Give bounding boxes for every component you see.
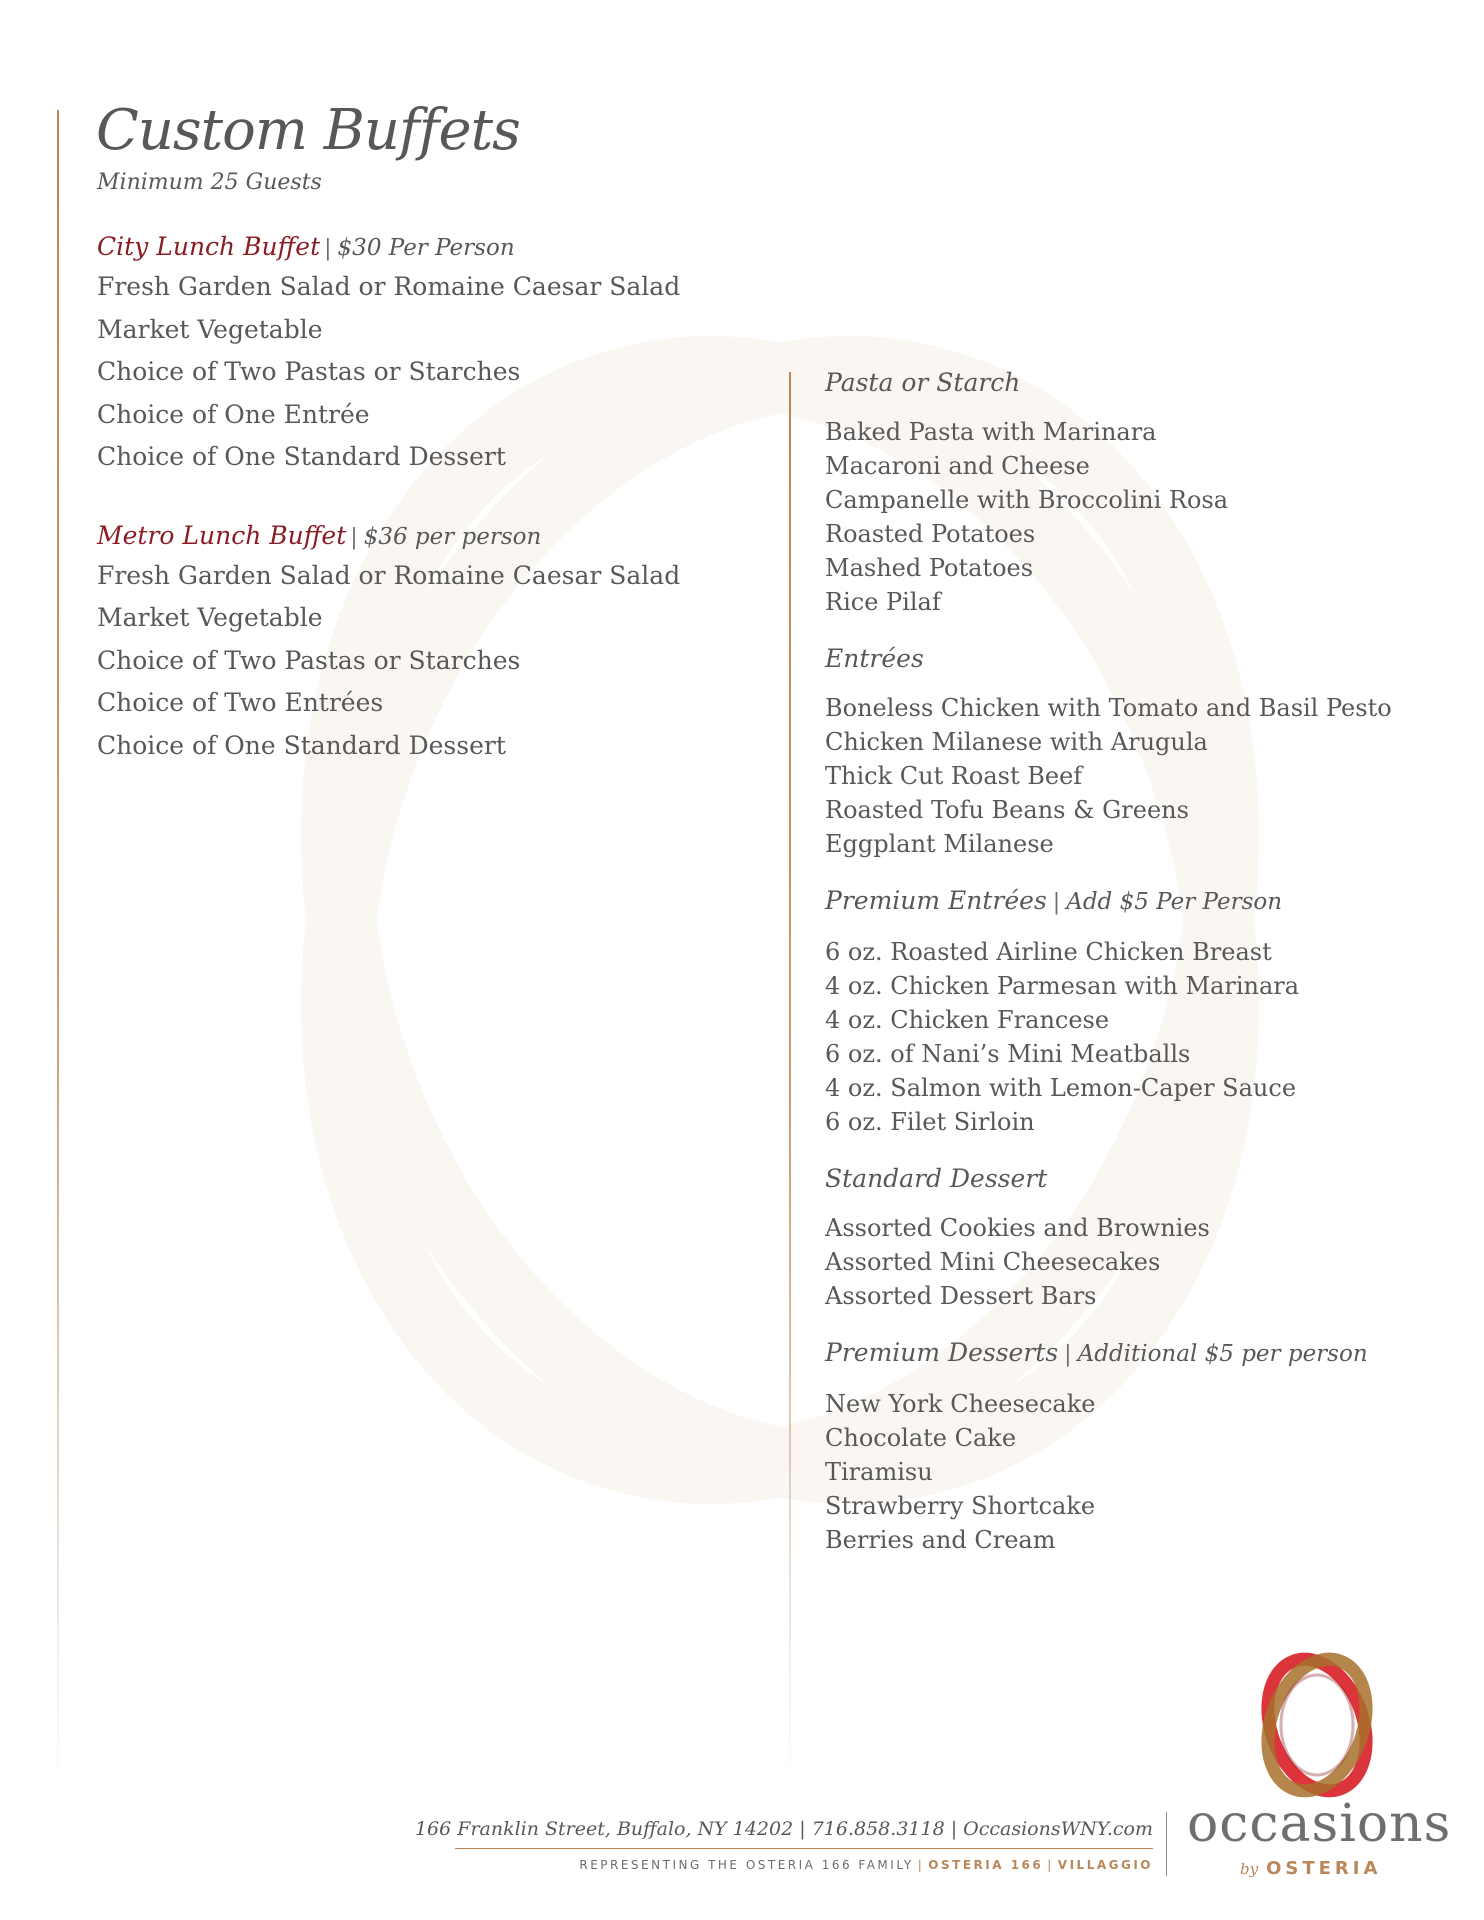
page-title: Custom Buffets (96, 98, 520, 163)
footer-separator: | (799, 1818, 806, 1840)
footer-divider (455, 1848, 1153, 1849)
logo-ring-overlap (1281, 1675, 1353, 1775)
section-title: Premium Entrées (825, 886, 1047, 915)
menu-item: Baked Pasta with Marinara (825, 418, 1157, 446)
buffet-separator: | (324, 236, 332, 261)
section-title: Premium Desserts (825, 1338, 1059, 1367)
section-heading (825, 883, 1445, 921)
buffet-heading (97, 230, 737, 266)
tagline-brand-osteria: OSTERIA 166 (928, 1858, 1044, 1872)
section-entrees (825, 641, 1445, 861)
menu-item: 6 oz. of Nani’s Mini Meatballs (825, 1040, 1191, 1068)
section-heading (825, 641, 1445, 677)
menu-item: Thick Cut Roast Beef (825, 762, 1083, 790)
section-price-note: Add $5 Per Person (1066, 889, 1283, 915)
menu-item: 4 oz. Chicken Francese (825, 1006, 1110, 1034)
menu-item: Berries and Cream (825, 1526, 1056, 1554)
footer-address: 166 Franklin Street, Buffalo, NY 14202 (414, 1818, 794, 1840)
menu-item: 4 oz. Salmon with Lemon-Caper Sauce (825, 1074, 1297, 1102)
logo-byline (1240, 1858, 1381, 1879)
left-gold-rule (57, 110, 59, 1790)
menu-item: Macaroni and Cheese (825, 452, 1090, 480)
menu-item: 6 oz. Roasted Airline Chicken Breast (825, 938, 1272, 966)
buffet-item: Fresh Garden Salad or Romaine Caesar Salad (97, 272, 681, 301)
buffet-item: Choice of One Standard Dessert (97, 442, 506, 471)
tagline-text: REPRESENTING THE OSTERIA 166 FAMILY (579, 1858, 914, 1872)
menu-item: 4 oz. Chicken Parmesan with Marinara (825, 972, 1300, 1000)
footer-phone: 716.858.3118 (811, 1818, 945, 1840)
section-price-note: Additional $5 per person (1077, 1341, 1368, 1367)
section-heading (825, 365, 1445, 401)
section-separator: | (1052, 890, 1061, 915)
section-premium-entrees (825, 883, 1445, 1139)
menu-item: Campanelle with Broccolini Rosa (825, 486, 1229, 514)
footer-contact (415, 1818, 1153, 1840)
buffet-item: Choice of Two Pastas or Starches (97, 357, 521, 386)
menu-item: Boneless Chicken with Tomato and Basil Pesto (825, 694, 1392, 722)
buffet-item: Market Vegetable (97, 314, 323, 344)
buffet-item: Choice of One Entrée (97, 399, 370, 429)
section-heading (825, 1161, 1445, 1197)
menu-item: Roasted Tofu Beans & Greens (825, 796, 1189, 824)
section-pasta-or-starch (825, 365, 1445, 619)
menu-item: Strawberry Shortcake (825, 1492, 1096, 1520)
buffet-city-lunch (97, 230, 737, 479)
tagline-brand-villaggio: VILLAGGIO (1057, 1858, 1153, 1872)
menu-item: New York Cheesecake (825, 1390, 1096, 1418)
tagline-separator: | (1047, 1858, 1054, 1872)
menu-item: Chicken Milanese with Arugula (825, 728, 1208, 756)
menu-options (825, 365, 1445, 1579)
minimum-guests-note: Minimum 25 Guests (97, 170, 322, 195)
logo-divider (1166, 1812, 1167, 1876)
tagline-separator: | (917, 1858, 925, 1872)
footer-tagline (579, 1858, 1153, 1872)
buffet-item: Market Vegetable (97, 603, 323, 632)
menu-item: Eggplant Milanese (825, 830, 1054, 858)
menu-item: Tiramisu (825, 1458, 933, 1486)
footer-separator: | (950, 1818, 958, 1840)
section-standard-dessert (825, 1161, 1445, 1313)
buffet-item: Choice of Two Entrées (97, 688, 384, 717)
menu-item: Chocolate Cake (825, 1424, 1017, 1452)
section-title: Pasta or Starch (825, 368, 1021, 397)
menu-item: Assorted Cookies and Brownies (825, 1214, 1210, 1242)
buffet-price: $30 Per Person (337, 235, 515, 261)
section-separator: | (1064, 1342, 1072, 1367)
buffet-item: Choice of Two Pastas or Starches (97, 645, 521, 675)
buffet-list (97, 230, 737, 807)
buffet-separator: | (350, 524, 358, 550)
buffet-item: Fresh Garden Salad or Romaine Caesar Salad (97, 560, 681, 590)
buffet-name: City Lunch Buffet (97, 232, 321, 261)
section-heading (825, 1335, 1445, 1373)
menu-item: 6 oz. Filet Sirloin (825, 1108, 1035, 1136)
buffet-heading (97, 519, 737, 555)
buffet-item: Choice of One Standard Dessert (97, 730, 506, 760)
logo-wordmark: occasions (1187, 1794, 1452, 1854)
logo-by: by (1240, 1860, 1259, 1878)
footer-website-link[interactable]: OccasionsWNY.com (963, 1818, 1153, 1840)
right-gold-rule (789, 372, 791, 1782)
buffet-name: Metro Lunch Buffet (97, 520, 347, 550)
occasions-logo-mark-icon (1247, 1652, 1387, 1798)
menu-item: Assorted Dessert Bars (825, 1282, 1097, 1310)
menu-item: Mashed Potatoes (825, 554, 1034, 582)
buffet-price: $36 per person (363, 523, 542, 550)
menu-item: Rice Pilaf (825, 588, 941, 616)
buffet-metro-lunch (97, 519, 737, 768)
logo-osteria: OSTERIA (1266, 1858, 1382, 1879)
menu-item: Assorted Mini Cheesecakes (825, 1248, 1161, 1276)
section-premium-desserts (825, 1335, 1445, 1557)
menu-item: Roasted Potatoes (825, 520, 1036, 548)
section-title: Entrées (825, 644, 924, 673)
section-title: Standard Dessert (825, 1164, 1048, 1193)
